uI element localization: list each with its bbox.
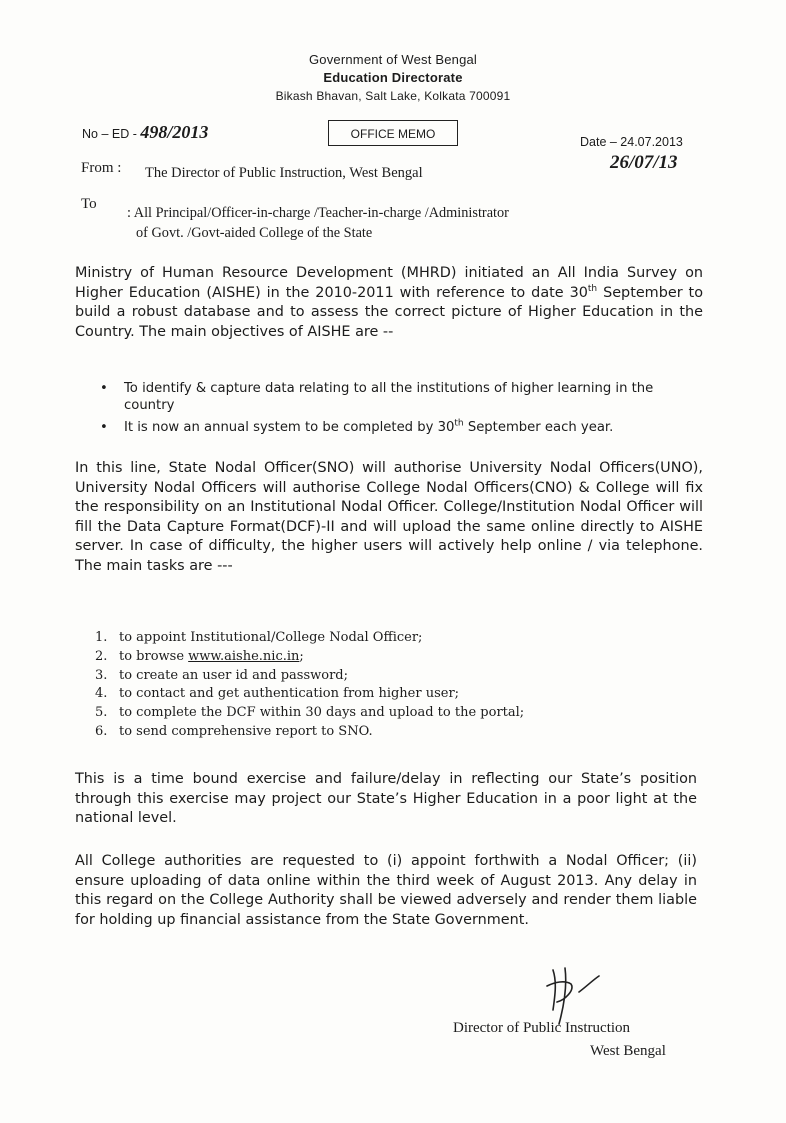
paragraph-time-bound: This is a time bound exercise and failure/delay in reflecting our State’s position through this exercise may project our State’s Higher Education in a poor light at the national level. [75,771,697,826]
list-item: • To identify & capture data relating to all the institutions of higher learning in the country [100,380,705,414]
list-item: 1. to appoint Institutional/College Nodal Officer; [95,630,423,645]
memo-number-handwritten: 498/2013 [140,122,209,142]
office-memo-badge: OFFICE MEMO [328,120,458,146]
list-item: 6. to send comprehensive report to SNO. [95,723,373,739]
memo-date: Date – 24.07.2013 [580,135,683,149]
memo-number [82,122,208,143]
from-label: From : [81,160,122,176]
letterhead-directorate: Education Directorate [323,70,463,85]
to-line-1: : All Principal/Officer-in-charge /Teacher-in-charge /Administrator [127,205,509,221]
to-line-2: of Govt. /Govt-aided College of the State [136,225,373,241]
list-item: 4. to contact and get authentication from higher user; [95,686,460,702]
aishe-website-link[interactable]: www.aishe.nic.in [188,648,300,664]
paragraph-introduction: Ministry of Human Resource Development (MHRD) initiated an All India Survey on Higher Education (AISHE) in the 2010-2011 with reference to date 30th September to build a robust database and to assess the correct picture of Higher Education in the Country. The main objectives of AISHE are -- [75,265,703,340]
to-label: To [81,196,97,212]
list-item: 5. to complete the DCF within 30 days and upload to the portal; [95,705,525,721]
signatory-title: Director of Public Instruction [453,1020,631,1036]
paragraph-request: All College authorities are requested to (i) appoint forthwith a Nodal Officer; (ii) ensure uploading of data online within the third week of August 2013. Any delay in this regard on the College Authority shall be viewed adversely and render them liable for holding up financial assistance from the State Government. [75,853,697,928]
list-item: • It is now an annual system to be completed by 30th September each year. [100,419,705,436]
letterhead-government: Government of West Bengal [308,52,478,67]
list-item: 2. to browse www.aishe.nic.in; [95,648,304,664]
from-value: The Director of Public Instruction, West Bengal [145,165,423,181]
tasks-list [95,629,524,742]
list-item: 3. to create an user id and password; [95,667,348,683]
objectives-list [100,380,705,441]
letterhead-address: Bikash Bhavan, Salt Lake, Kolkata 700091 [275,89,511,103]
signatory-place: West Bengal [590,1043,666,1059]
memo-date-handwritten: 26/07/13 [610,152,678,173]
paragraph-procedure: In this line, State Nodal Officer(SNO) will authorise University Nodal Officers(UNO), University Nodal Officers will authorise College Nodal Officers(CNO) & College will fix the responsibility on an Institutional Nodal Officer. College/Institution Nodal Officer will fill the Data Capture Format(DCF)-II and will upload the same online directly to AISHE server. In case of difficulty, the higher users will actively help online / via telephone. The main tasks are --- [75,460,703,574]
memo-number-prefix: No – ED - [82,127,137,141]
